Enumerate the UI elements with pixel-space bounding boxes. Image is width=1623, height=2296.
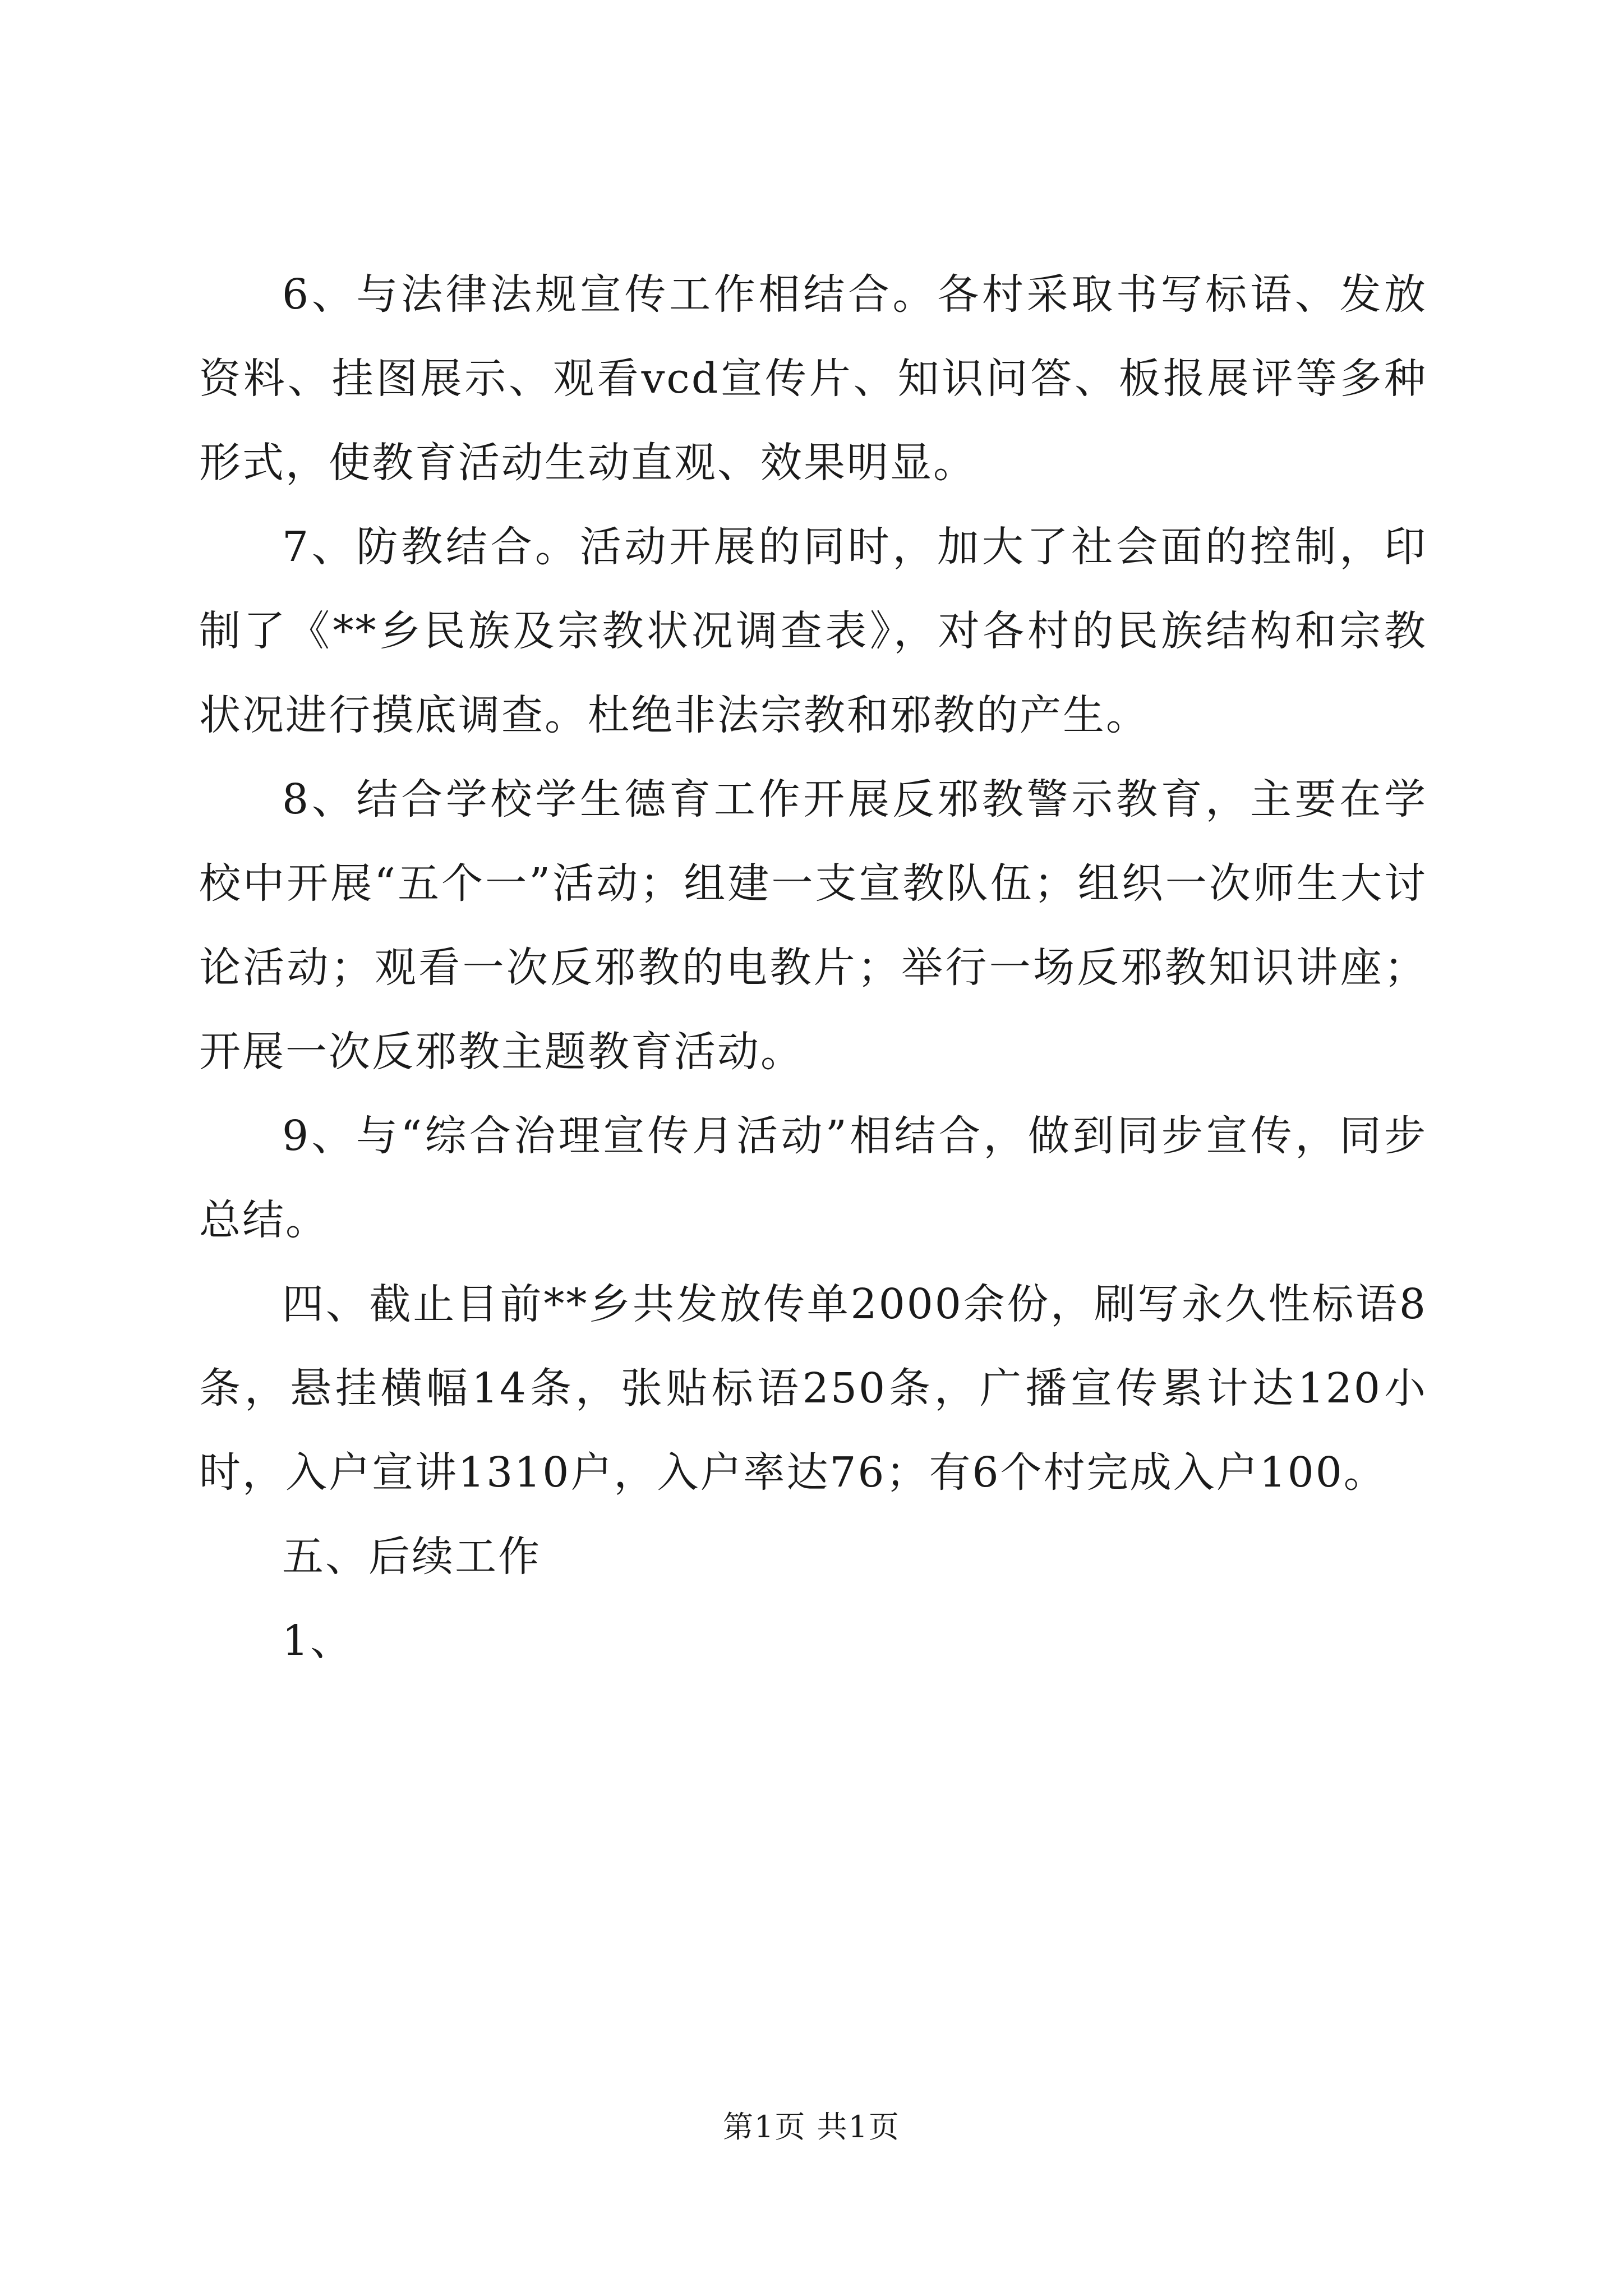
document-body: [199, 252, 1427, 1683]
follow-up-item-1: 1、: [282, 1617, 354, 1665]
paragraph-6-legal-publicity: 6、与法律法规宣传工作相结合。各村采取书写标语、发放资料、挂图展示、观看vcd宣传片、知识问答、板报展评等多种形式，使教育活动生动直观、效果明显。: [199, 270, 1427, 487]
section-heading-follow-up-work: 五、后续工作: [282, 1533, 541, 1581]
paragraph-4-statistics: 四、截止目前**乡共发放传单2000余份，刷写永久性标语8条，悬挂横幅14条，张贴标语250条，广播宣传累计达120小时，入户宣讲1310户，入户率达76；有6个村完成入户100。: [199, 1280, 1427, 1497]
paragraph-7-prevention-education: 7、防教结合。活动开展的同时，加大了社会面的控制，印制了《**乡民族及宗教状况调查表》，对各村的民族结构和宗教状况进行摸底调查。杜绝非法宗教和邪教的产生。: [199, 523, 1427, 739]
paragraph-8-school-education: 8、结合学校学生德育工作开展反邪教警示教育，主要在学校中开展“五个一”活动；组建一支宣教队伍；组织一次师生大讨论活动；观看一次反邪教的电教片；举行一场反邪教知识讲座；开展一次反邪教主题教育活动。: [199, 775, 1427, 1076]
page-footer: 第1页 共1页: [723, 2109, 900, 2145]
paragraph-9-comprehensive-governance: 9、与“综合治理宣传月活动”相结合，做到同步宣传，同步总结。: [199, 1112, 1427, 1244]
